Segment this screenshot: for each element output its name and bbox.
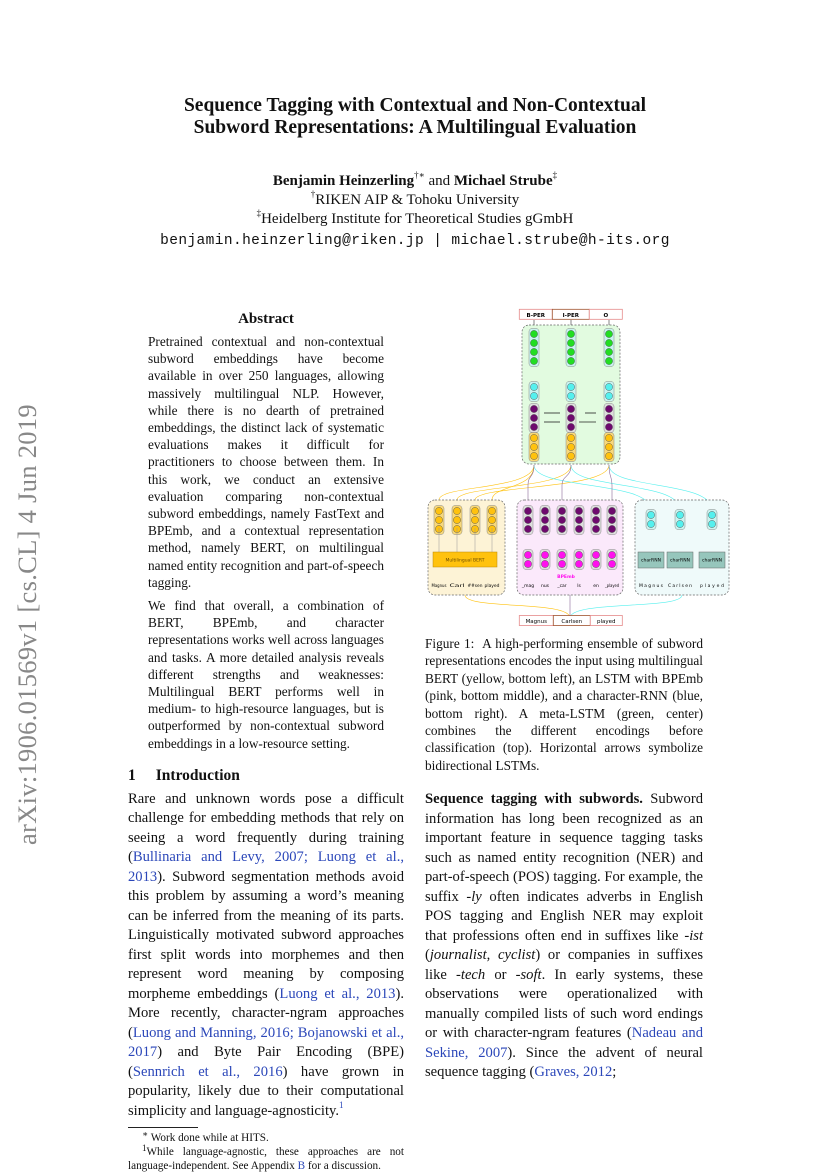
bpe-output-stack-unit [541,525,548,532]
char-feature-stack-unit [605,392,612,399]
bpe-lstm-stack-unit [541,560,548,567]
classifier-stack-unit [530,330,537,337]
text-run: Work done while at HITS. [148,1132,269,1145]
bpe-output-stack-unit [558,516,565,523]
bpe-output-stack-unit [608,507,615,514]
bpe-output-stack-unit [558,525,565,532]
affiliation-1-text: RIKEN AIP & Tohoku University [315,192,520,208]
citation-link[interactable]: Luong et al., 2013 [279,985,396,1002]
text-run: often indicates adverbs in English POS tagging and English NER may exploit that professions often end in suffixes like [425,888,703,944]
text-run: ) and Byte Pair Encoding (BPE) ( [128,1044,404,1080]
text-run: Subword information has long been recognized as an important feature in sequence tagging tasks such as named entity recognition (NER) and part-of-speech (POS) tagging. For example, the suffix [425,791,704,905]
bert-output-stack-unit [453,516,460,523]
char-output-stack-unit [708,520,715,527]
bpe-lstm-stack-unit [524,560,531,567]
char-rnn-label: charRNN [641,557,661,563]
bert-output-stack-unit [453,507,460,514]
bpe-feature-stack-unit [605,414,612,421]
figure-1-architecture-diagram [420,300,740,630]
char-feature-stack-unit [530,392,537,399]
bert-feature-stack-unit [530,452,537,459]
bpe-feature-stack-unit [605,405,612,412]
text-run: Rare and unknown words pose a difficult challenge for embedding methods that rely on seeing a word frequently during training ( [128,790,404,866]
classifier-stack-unit [605,348,612,355]
char-output-stack-unit [676,511,683,518]
author-block [100,172,730,229]
bert-feature-stack-unit [567,443,574,450]
text-run: . In early systems, these observations were operationalized with manually compiled lists of such word endings or with character-ngram features ( [425,966,703,1042]
text-run: -soft [515,966,542,983]
footnote-rule [128,1127,198,1128]
bpe-feature-stack-unit [605,423,612,430]
bpe-output-stack-unit [541,516,548,523]
char-feature-stack-unit [605,383,612,390]
bert-output-stack-unit [488,507,495,514]
citation-link[interactable]: B [297,1160,306,1173]
classifier-stack-unit [605,330,612,337]
author-1: Benjamin Heinzerling [272,173,415,189]
left-column [128,310,404,1173]
author-1-marks: †∗ [414,170,425,180]
bpemb-label: BPEmb [557,575,575,580]
citation-link[interactable]: 1 [339,1099,344,1110]
bpe-output-stack-unit [558,507,565,514]
bpe-output-stack-unit [541,507,548,514]
arxiv-identifier: arXiv:1906.01569v1 [cs.CL] 4 Jun 2019 [12,404,42,845]
connector-line [475,465,609,500]
bert-encoder-label: Multilingual BERT [445,558,485,564]
bert-token: Magnus [431,584,450,589]
bpe-output-stack-unit [575,525,582,532]
connector-line [457,465,571,500]
paper-title [100,95,730,139]
text-run: While language-agnostic, these approaches are not language-independent. See Appendix [128,1146,404,1173]
input-label: Magnus [525,619,548,625]
char-output-stack-unit [676,520,683,527]
char-output-stack-unit [647,511,654,518]
bert-token: played [484,584,500,589]
char-rnn-label: charRNN [702,557,722,563]
author-2-marks: ‡ [552,170,558,180]
affiliation-1 [100,191,730,210]
text-run: ) or companies in suffixes like [425,947,703,983]
subword-tagging-paragraph [425,774,703,1083]
bert-token: Carl [449,584,459,589]
text-run: -tech [456,966,486,983]
affiliation-1-mark: † [310,189,316,199]
text-run: ; [612,1064,617,1081]
bpe-feature-stack-unit [567,423,574,430]
bert-feature-stack-unit [567,452,574,459]
input-label: played [597,619,616,625]
connector-line [439,465,534,500]
text-run: , [486,947,499,964]
citation-link[interactable]: Nadeau and Sekine, 2007 [425,1025,703,1061]
abstract-heading: Abstract [238,311,294,327]
connector-line [528,465,534,505]
bpe-lstm-stack-unit [575,551,582,558]
text-run: 1 [142,1143,147,1154]
footnote [128,1131,404,1145]
classifier-stack-unit [605,339,612,346]
bpe-output-stack-unit [575,507,582,514]
char-token: M a g n u s [639,584,663,589]
text-run: or [485,966,516,983]
output-label: B-PER [526,312,546,319]
bert-feature-stack-unit [567,434,574,441]
connector-line [570,595,682,618]
connector-line [562,465,571,505]
input-label: Carlsen [561,619,583,625]
and-text: and [428,173,451,189]
text-run: ( [425,947,430,964]
bpe-token: _played [605,584,623,589]
text-run: ) have grown in popularity, likely due to their computational simplicity and language-agnosticity. [128,1063,404,1119]
bert-output-stack-unit [435,516,442,523]
output-label: O [603,312,609,319]
bpe-output-stack-unit [575,516,582,523]
bpe-output-stack-unit [524,516,531,523]
affiliation-2-text: Heidelberg Institute for Theoretical Studies gGmbH [261,211,574,227]
right-column [425,635,703,1083]
connector-line [465,595,570,618]
char-output-stack-unit [647,520,654,527]
bpe-lstm-stack-unit [541,551,548,558]
affiliation-2 [100,210,730,229]
text-run: ∗ [142,1129,149,1140]
classifier-stack-unit [530,357,537,364]
text-run: -ly [466,888,482,905]
text-run: ). Since the advent of neural sequence tagging ( [425,1044,703,1081]
output-label: I-PER [562,312,579,319]
citation-link[interactable]: Sennrich et al., 2016 [132,1063,283,1080]
bpe-feature-stack-unit [567,405,574,412]
bert-output-stack-unit [471,516,478,523]
bpe-lstm-stack-unit [608,560,615,567]
introduction-paragraph [128,790,404,1122]
author-emails: benjamin.heinzerling@riken.jp | michael.strube@h-its.org [160,233,670,249]
bpe-lstm-stack-unit [575,560,582,567]
section-heading-introduction [128,766,404,786]
classifier-stack-unit [567,357,574,364]
char-rnn-label: charRNN [670,557,690,563]
text-run: -ist [684,927,703,944]
bpe-token: nus [540,584,550,589]
classifier-stack-unit [567,348,574,355]
bpe-token: _mag [521,584,535,589]
text-run: for a discussion. [305,1160,381,1173]
bpe-feature-stack-unit [530,405,537,412]
classifier-stack-unit [530,348,537,355]
paragraph-heading: Sequence tagging with subwords. [425,791,643,808]
char-feature-stack-unit [530,383,537,390]
bert-output-stack-unit [471,507,478,514]
bpe-output-stack-unit [608,525,615,532]
char-token: C a r l s e n [668,584,692,589]
footnote-list [128,1131,404,1173]
bpe-token: _car [557,584,567,589]
text-run: journalist [429,947,487,964]
figure-caption [425,635,703,774]
caption-label: Figure 1: [425,636,475,651]
abstract-paragraph-2: We find that overall, a combination of BERT, BPEmb, and character representations works well across languages and tasks. A more detailed analysis reveals different strengths and weaknesses: Multilingual BERT performs well in medium- to high-resource languages, but is outperformed by non-contextual subword embeddings in a low-resource setting. [148,598,384,751]
bert-feature-stack-unit [530,434,537,441]
char-feature-stack-unit [567,383,574,390]
section-number: 1 [128,766,136,784]
bert-token: ##sen [467,584,484,589]
bert-output-stack-unit [435,507,442,514]
bpe-output-stack-unit [592,507,599,514]
bpe-feature-stack-unit [530,423,537,430]
caption-text: A high-performing ensemble of subword representations encodes the input using multilingual BERT (yellow, bottom left), an LSTM with BPEmb (pink, bottom middle), and a character-RNN (blue, bottom right). A meta-LSTM (green, center) combines the different encodings before classification (top). Horizontal arrows symbolize bidirectional LSTMs. [425,636,704,773]
bert-feature-stack-unit [605,434,612,441]
classifier-stack-unit [567,330,574,337]
bpe-lstm-stack-unit [558,560,565,567]
bpe-lstm-stack-unit [608,551,615,558]
bpe-token: ls [577,584,581,589]
classifier-stack-unit [605,357,612,364]
footnotes [128,1121,404,1173]
char-token: p l a y e d [700,584,724,589]
bpe-lstm-stack-unit [558,551,565,558]
bpe-output-stack-unit [608,516,615,523]
bpe-lstm-stack-unit [524,551,531,558]
bpe-feature-stack-unit [530,414,537,421]
bert-feature-stack-unit [605,452,612,459]
char-output-stack-unit [708,511,715,518]
text-run: ). Subword segmentation methods avoid this problem by assuming a word’s meaning can be inferred from the meaning of its parts. Linguistically motivated subword approaches first split words into morphemes and then represent word meaning by composing morpheme embeddings ( [128,868,404,1002]
section-title: Introduction [155,766,240,784]
citation-link[interactable]: Graves, 2012 [534,1064,613,1081]
text-run: ). More recently, character-ngram approaches ( [128,985,404,1041]
footnote [128,1145,404,1173]
bpe-output-stack-unit [524,507,531,514]
bpe-output-stack-unit [592,525,599,532]
author-2: Michael Strube [453,173,553,189]
citation-link[interactable]: Bullinaria and Levy, 2007; Luong et al., 2013 [128,849,404,885]
affiliation-2-mark: ‡ [256,208,262,218]
author-names [100,172,730,191]
citation-link[interactable]: Luong and Manning, 2016; Bojanowski et al., 2017 [128,1024,404,1061]
title-line-1: Sequence Tagging with Contextual and Non-Contextual [183,95,647,116]
bert-feature-stack-unit [605,443,612,450]
bpe-lstm-stack-unit [592,551,599,558]
classifier-stack-unit [567,339,574,346]
text-run: cyclist [498,947,536,964]
bpe-output-stack-unit [524,525,531,532]
bpe-output-stack-unit [592,516,599,523]
bpe-feature-stack-unit [567,414,574,421]
classifier-stack-unit [530,339,537,346]
bert-feature-stack-unit [530,443,537,450]
abstract-paragraph-1: Pretrained contextual and non-contextual subword embeddings have become available in over 250 languages, allowing massively multilingual NLP. However, while there is no dearth of pretrained embeddings, the distinct lack of systematic evaluations makes it difficult for practitioners to choose between them. In this work, we conduct an extensive evaluation comparing non-contextual subword embeddings, namely FastText and BPEmb, and a contextual representation method, namely BERT, on multilingual named entity recognition and part-of-speech tagging. [148,334,384,590]
abstract-body [148,333,384,758]
bpe-lstm-stack-unit [592,560,599,567]
bert-output-stack-unit [488,516,495,523]
title-line-2: Subword Representations: A Multilingual Evaluation [193,117,637,138]
bpe-token: en [593,584,599,589]
char-feature-stack-unit [567,392,574,399]
